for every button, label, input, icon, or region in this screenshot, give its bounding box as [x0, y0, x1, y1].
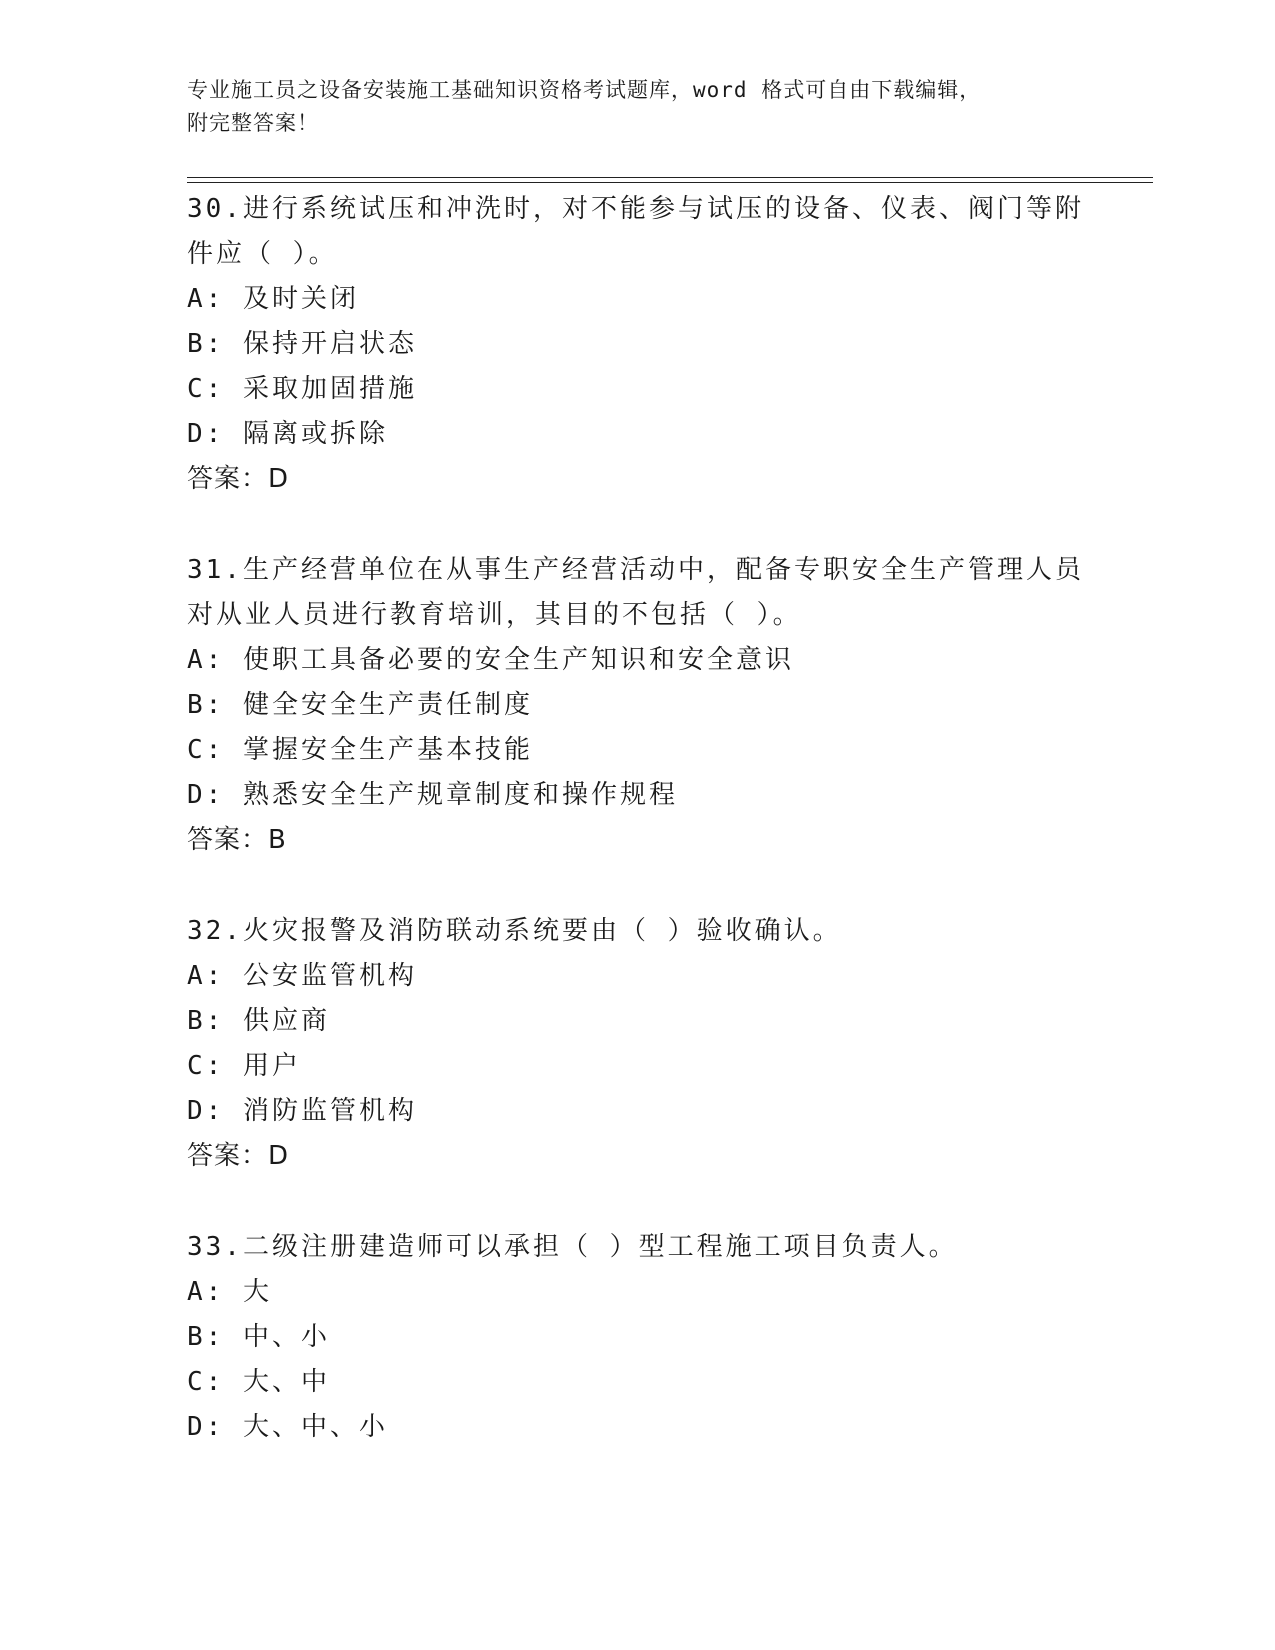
option-a: A: 大 [187, 1277, 272, 1307]
option-c: C: 采取加固措施 [187, 374, 417, 404]
header-divider-bottom [187, 182, 1153, 183]
question-stem [187, 1225, 1087, 1270]
header-divider-top [187, 177, 1153, 178]
option-d: D: 消防监管机构 [187, 1096, 417, 1126]
option-b: B: 健全安全生产责任制度 [187, 690, 533, 720]
option-d: D: 熟悉安全生产规章制度和操作规程 [187, 780, 678, 810]
option-b: B: 中、小 [187, 1322, 330, 1352]
option-c: C: 大、中 [187, 1367, 330, 1397]
stem-line: 件应（ ）。 [187, 239, 338, 269]
question-list [187, 187, 1087, 1496]
stem-line: 对从业人员进行教育培训，其目的不包括（ ）。 [187, 600, 802, 630]
header-line-2: 附完整答案！ [187, 111, 319, 135]
question-stem [187, 187, 1087, 277]
question-31 [187, 548, 1087, 863]
option-a: A: 公安监管机构 [187, 961, 417, 991]
question-30 [187, 187, 1087, 502]
stem-line: 33.二级注册建造师可以承担（ ）型工程施工项目负责人。 [187, 1232, 958, 1262]
option-a: A: 及时关闭 [187, 284, 359, 314]
question-stem [187, 909, 1087, 954]
question-33 [187, 1225, 1087, 1450]
question-32 [187, 909, 1087, 1179]
stem-line: 31.生产经营单位在从事生产经营活动中，配备专职安全生产管理人员 [187, 555, 1084, 585]
option-b: B: 供应商 [187, 1006, 330, 1036]
question-stem [187, 548, 1087, 638]
option-d: D: 大、中、小 [187, 1412, 388, 1442]
stem-line: 32.火灾报警及消防联动系统要由（ ）验收确认。 [187, 916, 842, 946]
option-a: A: 使职工具备必要的安全生产知识和安全意识 [187, 645, 794, 675]
option-b: B: 保持开启状态 [187, 329, 417, 359]
option-d: D: 隔离或拆除 [187, 419, 388, 449]
stem-line: 30.进行系统试压和冲洗时，对不能参与试压的设备、仪表、阀门等附 [187, 194, 1084, 224]
document-header [187, 74, 1087, 140]
header-line-1: 专业施工员之设备安装施工基础知识资格考试题库，word 格式可自由下载编辑， [187, 78, 982, 102]
answer-line: 答案：D [187, 464, 290, 494]
option-c: C: 掌握安全生产基本技能 [187, 735, 533, 765]
option-c: C: 用户 [187, 1051, 301, 1081]
answer-line: 答案：D [187, 1141, 290, 1171]
answer-line: 答案：B [187, 825, 287, 855]
